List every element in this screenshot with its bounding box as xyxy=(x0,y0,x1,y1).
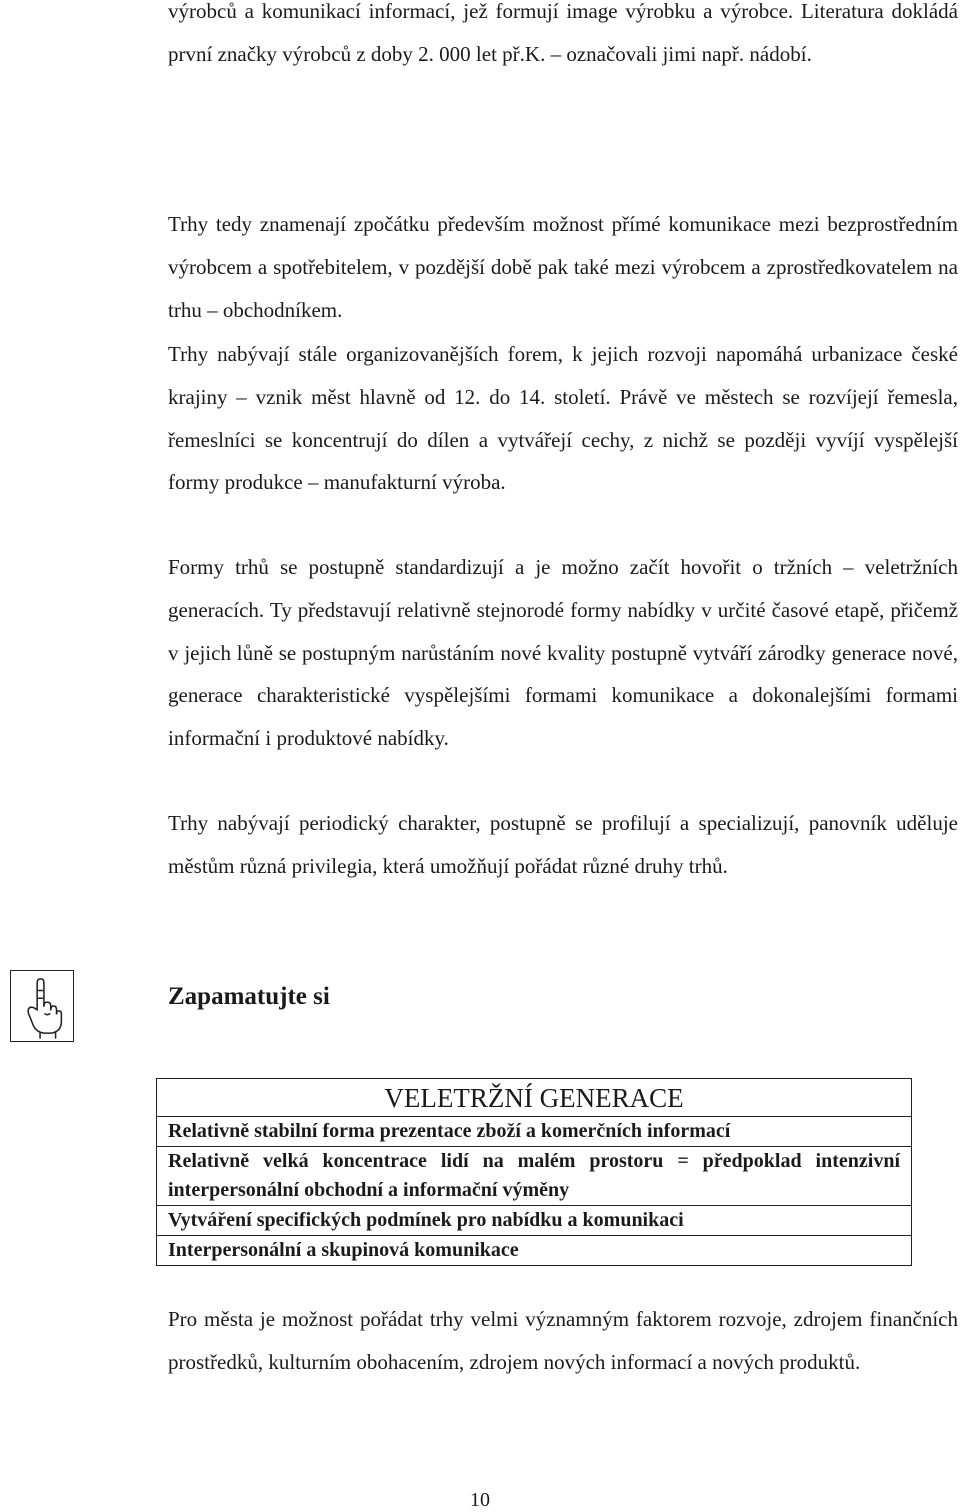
page-number: 10 xyxy=(470,1489,490,1511)
remember-heading: Zapamatujte si xyxy=(168,983,330,1010)
paragraph-fair-generations: Formy trhů se postupně standardizují a je možno začít hovořit o tržních – veletržních generacích. Ty představují relativně stejnorodé formy nabídky v určité časové etapě, přičemž v jejich lůně se postupným narůstáním nové kvality postupně vytváří zárodky generace nové, generace charakteristické vyspělejšími formami komunikace a dokonalejšími formami informační i produktové nabídky. xyxy=(168,555,958,751)
paragraph-markets-communication: Trhy tedy znamenají zpočátku především možnost přímé komunikace mezi bezprostředním výrobcem a spotřebitelem, v pozdější době pak také mezi výrobcem a zprostředkovatelem na trhu – obchodníkem. xyxy=(168,212,958,322)
table-row xyxy=(157,1117,912,1147)
table-cell: Vytváření specifických podmínek pro nabídku a komunikaci xyxy=(157,1206,912,1236)
paragraph-urbanization: Trhy nabývají stále organizovanějších forem, k jejich rozvoji napomáhá urbanizace české krajiny – vznik měst hlavně od 12. do 14. století. Právě ve městech se rozvíjejí řemesla, řemeslníci se koncentrují do dílen a vytvářejí cechy, z nichž se později vyvíjí vyspělejší formy produkce – manufakturní výroba. xyxy=(168,342,958,495)
paragraph-early-brands: výrobců a komunikací informací, jež formují image výrobku a výrobce. Literatura dokládá první značky výrobců z doby 2. 000 let př.K. – označovali jimi např. nádobí. xyxy=(168,0,958,66)
table-title: VELETRŽNÍ GENERACE xyxy=(157,1079,912,1117)
table-row xyxy=(157,1206,912,1236)
paragraph-city-benefits: Pro města je možnost pořádat trhy velmi významným faktorem rozvoje, zdrojem finančních prostředků, kulturním obohacením, zdrojem nových informací a nových produktů. xyxy=(168,1307,958,1374)
table-cell: Relativně stabilní forma prezentace zboží a komerčních informací xyxy=(157,1117,912,1147)
fair-generations-table xyxy=(156,1078,912,1266)
table-header-row xyxy=(157,1079,912,1117)
pointing-hand-icon xyxy=(10,970,74,1042)
paragraph-periodic-markets: Trhy nabývají periodický charakter, postupně se profilují a specializují, panovník uděluje městům různá privilegia, která umožňují pořádat různé druhy trhů. xyxy=(168,811,958,878)
table-cell: Relativně velká koncentrace lidí na malém prostoru = předpoklad intenzivní interpersonální obchodní a informační výměny xyxy=(157,1147,912,1206)
table-row xyxy=(157,1147,912,1206)
table-cell: Interpersonální a skupinová komunikace xyxy=(157,1236,912,1266)
table-row xyxy=(157,1236,912,1266)
